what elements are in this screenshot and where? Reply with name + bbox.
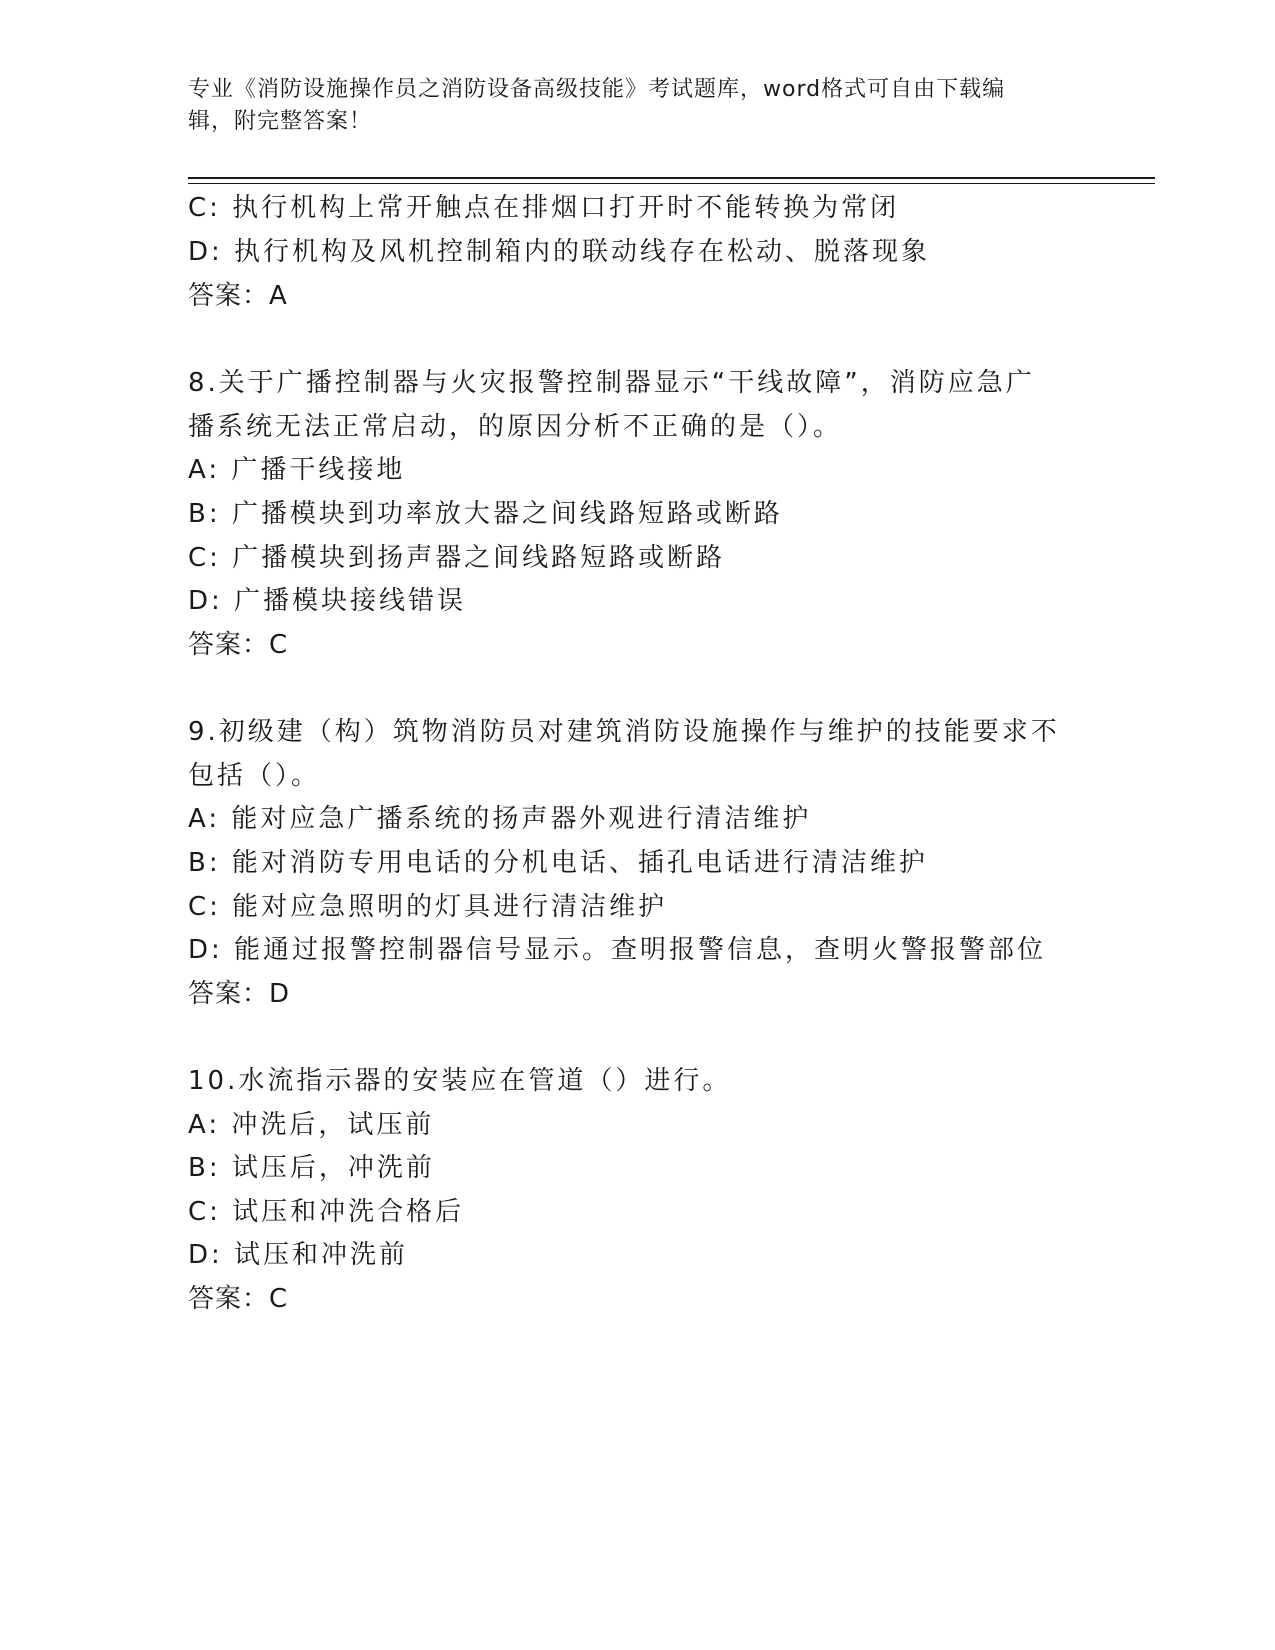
q8-option-c: C: 广播模块到扬声器之间线路短路或断路 [188,543,726,573]
q7-answer: 答案：A [188,281,288,311]
q7-option-c: C: 执行机构上常开触点在排烟口打开时不能转换为常闭 [188,193,900,223]
q9-option-d: D: 能通过报警控制器信号显示。查明报警信息，查明火警报警部位 [188,935,1047,965]
q8-option-d: D: 广播模块接线错误 [188,586,467,616]
q10-answer: 答案：C [188,1284,289,1314]
q8-stem-line-1: 8.关于广播控制器与火灾报警控制器显示“干线故障”，消防应急广 [188,368,1035,398]
q9-stem-line-2: 包括（）。 [188,761,321,791]
header-divider-thick [188,177,1155,179]
q9-answer: 答案：D [188,979,291,1009]
header-divider-thin [188,183,1155,184]
header-line-1: 专业《消防设施操作员之消防设备高级技能》考试题库，word格式可自由下载编 [188,77,1006,102]
document-header [188,74,1068,138]
q8-stem-line-2: 播系统无法正常启动，的原因分析不正确的是（）。 [188,412,843,442]
q8-answer: 答案：C [188,630,289,660]
q10-option-b: B: 试压后，冲洗前 [188,1153,435,1183]
q10-option-d: D: 试压和冲洗前 [188,1240,409,1270]
q8-option-a: A: 广播干线接地 [188,455,406,485]
q8-option-b: B: 广播模块到功率放大器之间线路短路或断路 [188,499,783,529]
header-line-2: 辑，附完整答案！ [188,109,373,134]
q9-stem-line-1: 9.初级建（构）筑物消防员对建筑消防设施操作与维护的技能要求不 [188,717,1060,747]
q10-option-c: C: 试压和冲洗合格后 [188,1197,465,1227]
q9-option-a: A: 能对应急广播系统的扬声器外观进行清洁维护 [188,804,812,834]
q9-option-b: B: 能对消防专用电话的分机电话、插孔电话进行清洁维护 [188,848,928,878]
q10-stem-line-1: 10.水流指示器的安装应在管道（）进行。 [188,1066,732,1096]
q9-option-c: C: 能对应急照明的灯具进行清洁维护 [188,892,668,922]
q10-option-a: A: 冲洗后，试压前 [188,1110,435,1140]
q7-option-d: D: 执行机构及风机控制箱内的联动线存在松动、脱落现象 [188,237,931,267]
